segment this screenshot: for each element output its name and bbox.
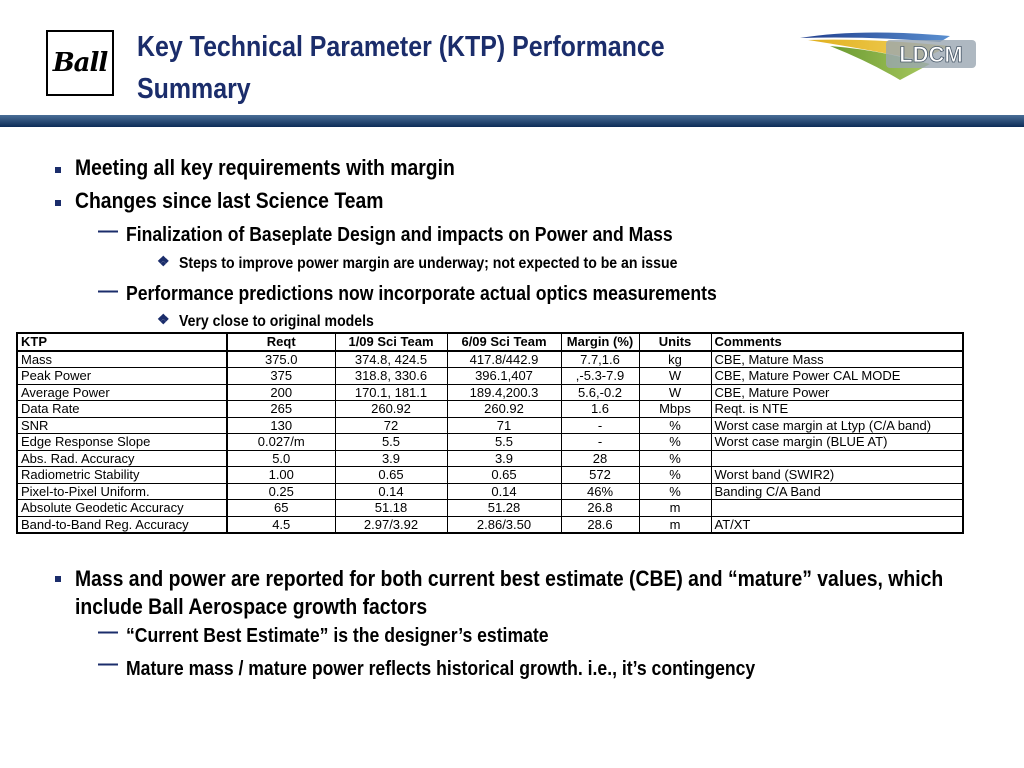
table-cell: 2.97/3.92 xyxy=(335,516,447,533)
square-bullet-icon xyxy=(55,200,61,206)
table-row xyxy=(17,401,963,418)
table-cell: 71 xyxy=(447,417,561,434)
table-cell: 0.65 xyxy=(335,467,447,484)
header-divider-bar xyxy=(0,115,1024,127)
table-cell: Reqt. is NTE xyxy=(711,401,963,418)
table-cell xyxy=(711,450,963,467)
bullet-item: “Current Best Estimate” is the designer’s estimate xyxy=(126,625,549,647)
table-cell: 260.92 xyxy=(447,401,561,418)
table-cell: 28.6 xyxy=(561,516,639,533)
table-row xyxy=(17,417,963,434)
table-cell: % xyxy=(639,467,711,484)
dash-bullet-icon: — xyxy=(98,621,118,643)
table-cell: 51.28 xyxy=(447,500,561,517)
page-title-line-2: Summary xyxy=(137,73,251,105)
table-cell: Absolute Geodetic Accuracy xyxy=(17,500,227,517)
table-cell: 5.5 xyxy=(335,434,447,451)
table-row xyxy=(17,434,963,451)
column-header: 1/09 Sci Team xyxy=(335,333,447,351)
bullet-item: Mass and power are reported for both current best estimate (CBE) and “mature” values, which include Ball Aerospace growth factors xyxy=(75,566,944,619)
table-cell: Worst case margin at Ltyp (C/A band) xyxy=(711,417,963,434)
table-cell: 417.8/442.9 xyxy=(447,351,561,368)
table-cell: % xyxy=(639,483,711,500)
table-cell: Radiometric Stability xyxy=(17,467,227,484)
table-cell: Band-to-Band Reg. Accuracy xyxy=(17,516,227,533)
table-cell: 375.0 xyxy=(227,351,335,368)
ldcm-logo-text: LDCM xyxy=(899,42,963,67)
table-cell: 3.9 xyxy=(335,450,447,467)
bullet-item: Finalization of Baseplate Design and impacts on Power and Mass xyxy=(126,224,673,246)
table-cell: SNR xyxy=(17,417,227,434)
table-cell: % xyxy=(639,417,711,434)
table-cell: CBE, Mature Mass xyxy=(711,351,963,368)
dash-bullet-icon: — xyxy=(98,280,118,302)
table-cell xyxy=(711,500,963,517)
table-row xyxy=(17,368,963,385)
table-cell: Pixel-to-Pixel Uniform. xyxy=(17,483,227,500)
table-row xyxy=(17,384,963,401)
table-cell: 0.027/m xyxy=(227,434,335,451)
table-cell: 4.5 xyxy=(227,516,335,533)
table-cell: Peak Power xyxy=(17,368,227,385)
table-cell: 0.65 xyxy=(447,467,561,484)
square-bullet-icon xyxy=(55,167,61,173)
column-header: KTP xyxy=(17,333,227,351)
column-header: Comments xyxy=(711,333,963,351)
table-cell: 2.86/3.50 xyxy=(447,516,561,533)
column-header: Reqt xyxy=(227,333,335,351)
table-cell: Worst band (SWIR2) xyxy=(711,467,963,484)
ball-logo xyxy=(46,30,114,96)
table-cell: 3.9 xyxy=(447,450,561,467)
table-cell: % xyxy=(639,434,711,451)
table-cell: 46% xyxy=(561,483,639,500)
table-cell: AT/XT xyxy=(711,516,963,533)
dash-bullet-icon: — xyxy=(98,653,118,675)
table-cell: 0.14 xyxy=(447,483,561,500)
table-cell: 1.00 xyxy=(227,467,335,484)
column-header: 6/09 Sci Team xyxy=(447,333,561,351)
page-title xyxy=(137,26,687,110)
square-bullet-icon xyxy=(55,576,61,582)
table-cell: 5.5 xyxy=(447,434,561,451)
table-cell: - xyxy=(561,417,639,434)
table-cell: Mass xyxy=(17,351,227,368)
table-cell: 28 xyxy=(561,450,639,467)
table-cell: ,-5.3-7.9 xyxy=(561,368,639,385)
table-cell: W xyxy=(639,384,711,401)
table-cell: Data Rate xyxy=(17,401,227,418)
bullet-item: Mature mass / mature power reflects historical growth. i.e., it’s contingency xyxy=(126,658,756,680)
table-row xyxy=(17,500,963,517)
table-cell: CBE, Mature Power xyxy=(711,384,963,401)
table-cell: Mbps xyxy=(639,401,711,418)
ktp-table xyxy=(16,332,964,534)
table-cell: m xyxy=(639,500,711,517)
table-row xyxy=(17,450,963,467)
table-cell: 170.1, 181.1 xyxy=(335,384,447,401)
table-cell: 0.25 xyxy=(227,483,335,500)
table-cell: 72 xyxy=(335,417,447,434)
table-cell: 5.0 xyxy=(227,450,335,467)
diamond-bullet-icon: ❖ xyxy=(157,253,170,269)
bullet-item: Meeting all key requirements with margin xyxy=(75,155,455,180)
dash-bullet-icon: — xyxy=(98,220,118,242)
table-cell: 200 xyxy=(227,384,335,401)
table-cell: CBE, Mature Power CAL MODE xyxy=(711,368,963,385)
bullet-item: Changes since last Science Team xyxy=(75,188,384,213)
table-cell: 396.1,407 xyxy=(447,368,561,385)
table-cell: 1.6 xyxy=(561,401,639,418)
table-cell: W xyxy=(639,368,711,385)
table-cell: 130 xyxy=(227,417,335,434)
table-cell: 189.4,200.3 xyxy=(447,384,561,401)
table-row xyxy=(17,483,963,500)
table-cell: 265 xyxy=(227,401,335,418)
table-cell: 7.7,1.6 xyxy=(561,351,639,368)
bullet-item: Very close to original models xyxy=(179,313,374,330)
table-cell: 374.8, 424.5 xyxy=(335,351,447,368)
table-cell: 65 xyxy=(227,500,335,517)
table-cell: m xyxy=(639,516,711,533)
ball-logo-text: Ball xyxy=(52,48,108,78)
table-header-row xyxy=(17,333,963,351)
table-cell: 0.14 xyxy=(335,483,447,500)
table-cell: 318.8, 330.6 xyxy=(335,368,447,385)
table-cell: 375 xyxy=(227,368,335,385)
bullet-item: Performance predictions now incorporate actual optics measurements xyxy=(126,283,717,305)
table-cell: 26.8 xyxy=(561,500,639,517)
table-cell: 51.18 xyxy=(335,500,447,517)
table-cell: 5.6,-0.2 xyxy=(561,384,639,401)
table-cell: - xyxy=(561,434,639,451)
table-cell: 572 xyxy=(561,467,639,484)
table-row xyxy=(17,351,963,368)
table-cell: 260.92 xyxy=(335,401,447,418)
table-cell: % xyxy=(639,450,711,467)
column-header: Units xyxy=(639,333,711,351)
column-header: Margin (%) xyxy=(561,333,639,351)
table-cell: Banding C/A Band xyxy=(711,483,963,500)
table-cell: Abs. Rad. Accuracy xyxy=(17,450,227,467)
table-row xyxy=(17,467,963,484)
page-title-line-1: Key Technical Parameter (KTP) Performance xyxy=(137,31,665,63)
bullet-item: Steps to improve power margin are underway; not expected to be an issue xyxy=(179,255,678,272)
table-cell: Worst case margin (BLUE AT) xyxy=(711,434,963,451)
diamond-bullet-icon: ❖ xyxy=(157,311,170,327)
table-cell: Edge Response Slope xyxy=(17,434,227,451)
ldcm-logo xyxy=(800,24,980,84)
table-cell: kg xyxy=(639,351,711,368)
table-row xyxy=(17,516,963,533)
table-cell: Average Power xyxy=(17,384,227,401)
